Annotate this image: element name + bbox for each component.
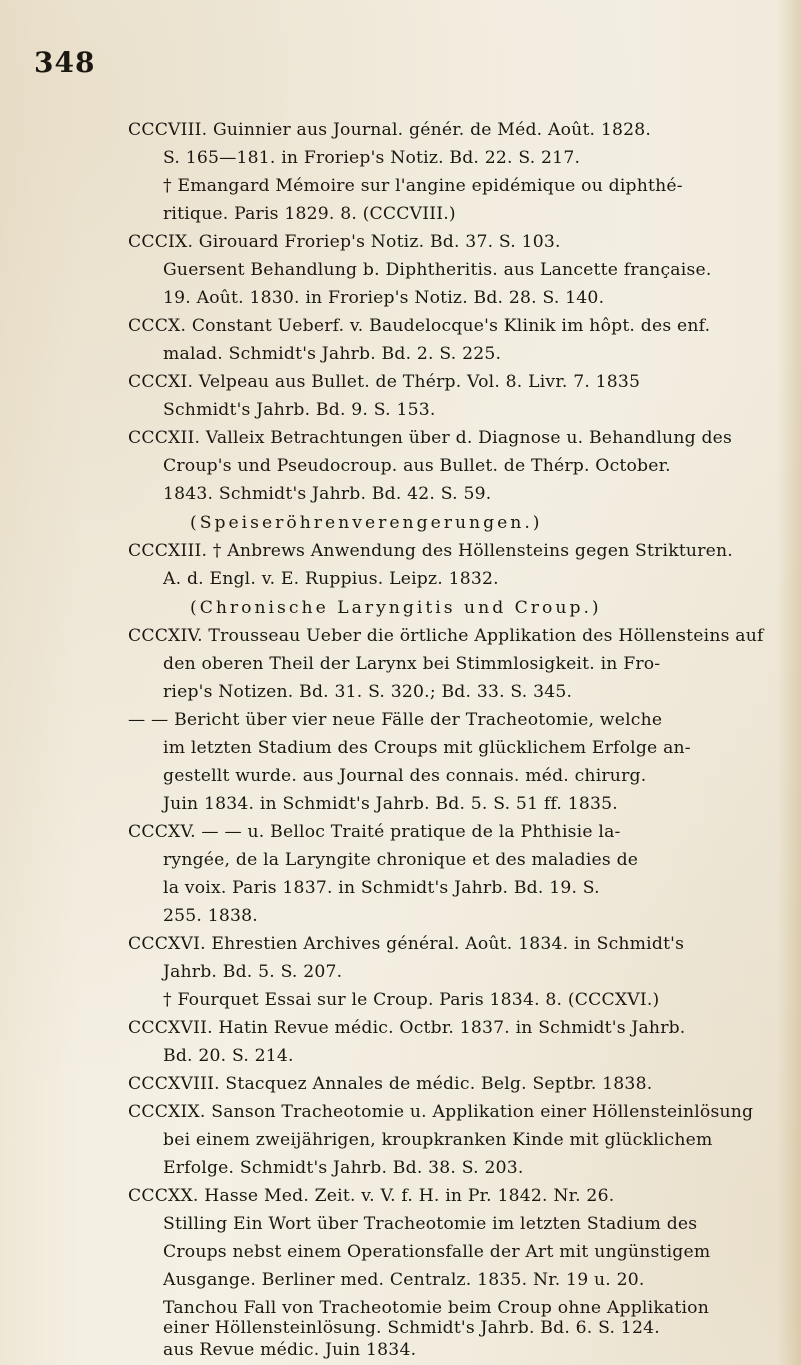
entry-line: CCCX. Constant Ueberf. v. Baudelocque's Klinik im hôpt. des enf. (128, 316, 711, 336)
entry-line: † Emangard Mémoire sur l'angine epidémique ou diphthé- (163, 176, 683, 196)
entry-line: CCCXX. Hasse Med. Zeit. v. V. f. H. in Pr. 1842. Nr. 26. (128, 1186, 615, 1206)
entry-line: Ausgange. Berliner med. Centralz. 1835. Nr. 19 u. 20. (163, 1270, 645, 1290)
entry-line: malad. Schmidt's Jahrb. Bd. 2. S. 225. (163, 344, 502, 364)
entry-line: Juin 1834. in Schmidt's Jahrb. Bd. 5. S. 51 ff. 1835. (163, 794, 618, 814)
entry-line: † Fourquet Essai sur le Croup. Paris 1834. 8. (CCCXVI.) (163, 990, 660, 1010)
entry-line: CCCVIII. Guinnier aus Journal. génér. de Méd. Août. 1828. (128, 120, 652, 140)
entry-line: Bd. 20. S. 214. (163, 1046, 294, 1066)
entry-line: A. d. Engl. v. E. Ruppius. Leipz. 1832. (163, 569, 499, 589)
entry-line: 1843. Schmidt's Jahrb. Bd. 42. S. 59. (163, 484, 492, 504)
entry-line: Guersent Behandlung b. Diphtheritis. aus Lancette française. (163, 260, 712, 280)
entry-line: 19. Août. 1830. in Froriep's Notiz. Bd. 28. S. 140. (163, 288, 605, 308)
entry-line: 255. 1838. (163, 906, 258, 926)
entry-line: Jahrb. Bd. 5. S. 207. (163, 962, 343, 982)
entry-line: CCCXV. — — u. Belloc Traité pratique de la Phthisie la- (128, 822, 621, 842)
entry-line: einer Höllensteinlösung. Schmidt's Jahrb. Bd. 6. S. 124. (163, 1318, 660, 1338)
entry-line: CCCIX. Girouard Froriep's Notiz. Bd. 37. S. 103. (128, 232, 561, 252)
entry-line: ritique. Paris 1829. 8. (CCCVIII.) (163, 204, 456, 224)
entry-line: bei einem zweijährigen, kroupkranken Kinde mit glücklichem (163, 1130, 713, 1150)
entry-line: aus Revue médic. Juin 1834. (163, 1340, 417, 1360)
entry-line: CCCXVIII. Stacquez Annales de médic. Belg. Septbr. 1838. (128, 1074, 653, 1094)
entry-line: gestellt wurde. aus Journal des connais. méd. chirurg. (163, 766, 647, 786)
entry-line: den oberen Theil der Larynx bei Stimmlosigkeit. in Fro- (163, 654, 661, 674)
entry-line: CCCXVII. Hatin Revue médic. Octbr. 1837. in Schmidt's Jahrb. (128, 1018, 686, 1038)
entry-line: CCCXVI. Ehrestien Archives général. Août. 1834. in Schmidt's (128, 934, 685, 954)
entry-line: S. 165—181. in Froriep's Notiz. Bd. 22. S. 217. (163, 148, 581, 168)
entry-line: — — Bericht über vier neue Fälle der Tracheotomie, welche (128, 710, 663, 730)
entry-line: CCCXIII. † Anbrews Anwendung des Höllensteins gegen Strikturen. (128, 541, 733, 561)
entry-line: im letzten Stadium des Croups mit glücklichem Erfolge an- (163, 738, 691, 758)
entry-line: CCCXIV. Trousseau Ueber die örtliche Applikation des Höllensteins auf (128, 626, 764, 646)
entry-line: Croup's und Pseudocroup. aus Bullet. de Thérp. October. (163, 456, 671, 476)
entry-line: CCCXII. Valleix Betrachtungen über d. Diagnose u. Behandlung des (128, 428, 733, 448)
entry-line: Stilling Ein Wort über Tracheotomie im letzten Stadium des (163, 1214, 698, 1234)
entry-line: Croups nebst einem Operationsfalle der Art mit ungünstigem (163, 1242, 711, 1262)
entry-line: riep's Notizen. Bd. 31. S. 320.; Bd. 33. S. 345. (163, 682, 573, 702)
entry-line: CCCXIX. Sanson Tracheotomie u. Applikation einer Höllensteinlösung (128, 1102, 754, 1122)
page-edge-shadow (777, 0, 801, 1365)
section-heading: (Speiseröhrenverengerungen.) (190, 513, 543, 533)
entry-line: CCCXI. Velpeau aus Bullet. de Thérp. Vol. 8. Livr. 7. 1835 (128, 372, 641, 392)
entry-line: Schmidt's Jahrb. Bd. 9. S. 153. (163, 400, 436, 420)
entry-line: la voix. Paris 1837. in Schmidt's Jahrb. Bd. 19. S. (163, 878, 600, 898)
page-number: 348 (34, 46, 96, 79)
entry-line: Tanchou Fall von Tracheotomie beim Croup ohne Applikation (163, 1298, 709, 1318)
section-heading: (Chronische Laryngitis und Croup.) (190, 598, 602, 618)
entry-line: ryngée, de la Laryngite chronique et des maladies de (163, 850, 639, 870)
entry-line: Erfolge. Schmidt's Jahrb. Bd. 38. S. 203. (163, 1158, 524, 1178)
